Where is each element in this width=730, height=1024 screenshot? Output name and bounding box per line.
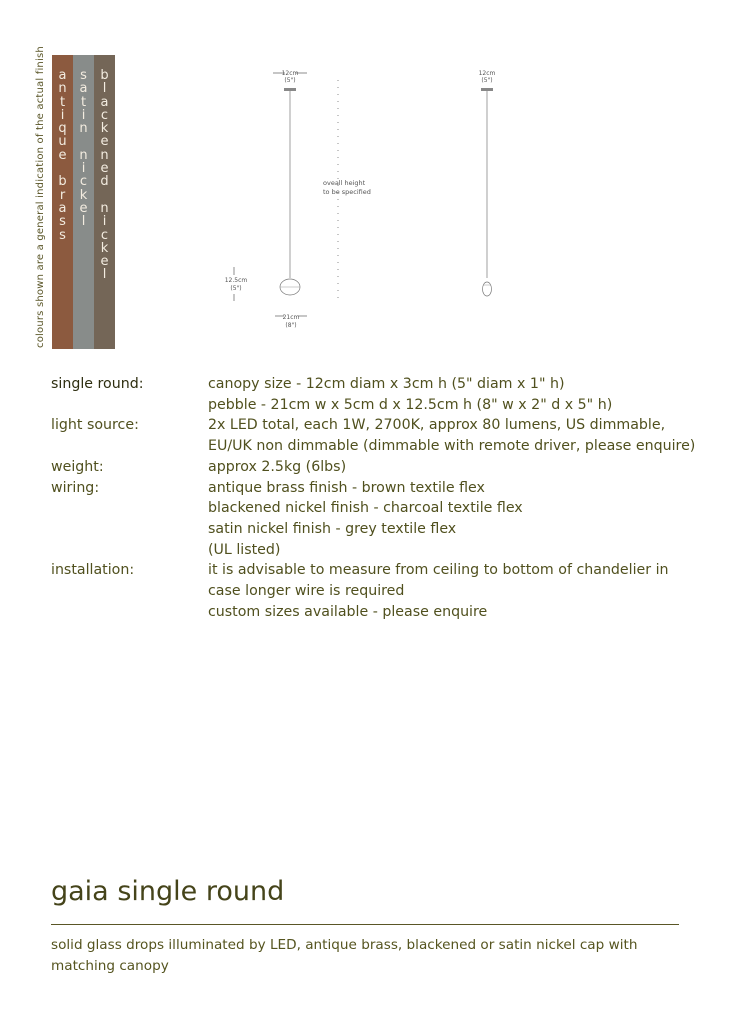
swatch-label-blackened-nickel: b l a c k e n e d n i c k e l	[100, 68, 109, 283]
spec-value-line: it is advisable to measure from ceiling to bottom of chandelier in	[208, 562, 669, 579]
product-title: gaia single round	[51, 876, 285, 907]
side-canopy	[481, 88, 493, 91]
spec-value-line: satin nickel finish - grey textile flex	[208, 520, 457, 537]
side-canopy-label: 12cm	[478, 70, 496, 77]
spec-label: installation:	[51, 562, 135, 579]
spec-label: wiring:	[51, 479, 100, 496]
side-canopy-label-imperial: (5")	[481, 77, 493, 84]
spec-value-line: approx 2.5kg (6lbs)	[208, 458, 347, 475]
swatch-label-satin-nickel: s a t i n n i c k e l	[79, 68, 88, 230]
pebble-height-label: 12.5cm	[224, 277, 248, 284]
swatch-blackened-nickel	[94, 55, 115, 349]
finish-disclaimer: colours shown are a general indication of the actual finish	[35, 46, 46, 348]
pebble-width-label-imperial: (8")	[285, 322, 297, 329]
canopy-dimension-label-imperial: (5")	[284, 77, 296, 84]
spec-value-line: 2x LED total, each 1W, 2700K, approx 80 lumens, US dimmable,	[208, 417, 666, 434]
spec-label: light source:	[51, 417, 139, 434]
canopy-dimension-label: 12cm	[281, 70, 299, 77]
pebble-height-label-imperial: (5")	[230, 285, 242, 292]
swatch-label-antique-brass: a n t i q u e b r a s s	[58, 68, 67, 243]
spec-label: single round:	[51, 376, 144, 392]
spec-row-single-round	[51, 374, 701, 415]
product-description: solid glass drops illuminated by LED, antique brass, blackened or satin nickel cap with matching canopy	[51, 937, 638, 974]
title-divider	[51, 924, 679, 925]
spec-value-line: case longer wire is required	[208, 583, 405, 600]
height-note-line-1: oveall height	[323, 179, 366, 187]
spec-value-line: pebble - 21cm w x 5cm d x 12.5cm h (8" w x 2" d x 5" h)	[208, 396, 613, 413]
spec-value-line: antique brass finish - brown textile flex	[208, 479, 485, 496]
swatch-satin-nickel	[73, 55, 94, 349]
spec-row-weight	[51, 457, 701, 478]
spec-label: weight:	[51, 458, 104, 475]
specification-table	[51, 374, 701, 622]
spec-value-line: (UL listed)	[208, 541, 281, 558]
spec-value-line: canopy size - 12cm diam x 3cm h (5" diam x 1" h)	[208, 376, 565, 392]
front-view	[225, 70, 371, 329]
side-view	[479, 70, 496, 296]
height-note-line-2: to be specified	[323, 188, 371, 196]
spec-value-line: blackened nickel finish - charcoal textile flex	[208, 500, 523, 517]
spec-row-light-source	[51, 415, 701, 456]
spec-value-line: custom sizes available - please enquire	[208, 603, 488, 620]
spec-row-wiring	[51, 478, 701, 561]
canopy	[284, 88, 296, 91]
pebble-width-label: 21cm	[282, 314, 300, 321]
side-pebble-drop	[483, 282, 492, 296]
spec-row-installation	[51, 560, 701, 622]
pendant-technical-drawing	[210, 60, 530, 340]
swatch-antique-brass	[52, 55, 73, 349]
spec-value-line: EU/UK non dimmable (dimmable with remote driver, please enquire)	[208, 438, 696, 455]
